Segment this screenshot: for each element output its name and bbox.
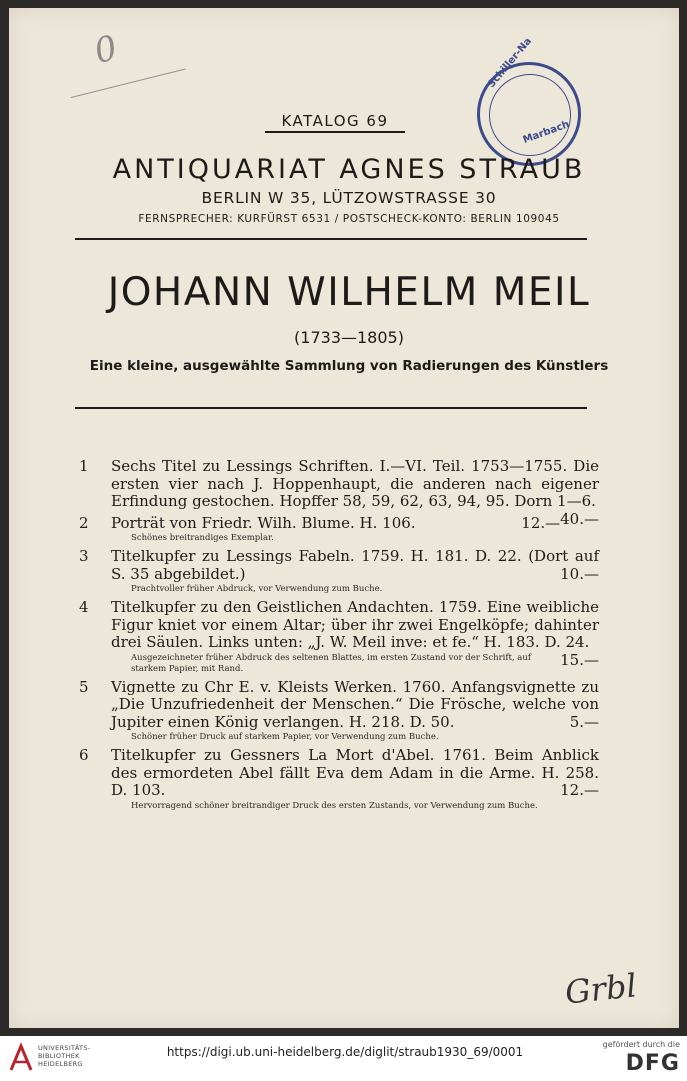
item-description: Titelkupfer zu den Geistlichen Andachten. 1759. Eine weibliche Figur kniet vor einem Altar; über ihr zwei Engelköpfe; dahinter drei Säulen. Links unten: „J. W. Meil inve: et fe.“ H. 183. D. 24. 15.— [111, 598, 599, 669]
item-description: Titelkupfer zu Lessings Fabeln. 1759. H. 181. D. 22. (Dort auf S. 35 abgebildet.) 10.— [111, 547, 599, 583]
item-price: 5.— [569, 712, 599, 731]
firm-address: BERLIN W 35, LÜTZOWSTRASSE 30 [201, 189, 497, 207]
dfg-logo: DFG [625, 1051, 680, 1076]
item-number: 6 [79, 746, 89, 764]
catalog-number: KATALOG 69 [265, 112, 405, 133]
item-note: Prachtvoller früher Abdruck, vor Verwendung zum Buche. [131, 584, 383, 594]
pencil-annotation-mark: 0 [90, 27, 122, 73]
collection-subtitle: Eine kleine, ausgewählte Sammlung von Radierungen des Künstlers [89, 358, 609, 374]
catalog-items [79, 458, 599, 816]
item-price: 10.— [560, 564, 599, 583]
catalog-page [9, 8, 679, 1028]
item-number: 1 [79, 457, 89, 475]
catalog-item [79, 679, 599, 744]
item-note: Schönes breitrandiges Exemplar. [131, 533, 274, 543]
item-description: Sechs Titel zu Lessings Schriften. I.—VI. Teil. 1753—1755. Die ersten vier nach J. Hoppenhaupt, die anderen nach eigener Erfindung gestochen. Hopffer 58, 59, 62, 63, 94, 95. Dorn 1—6. 40.— [111, 457, 599, 528]
item-price: 12.— [560, 781, 599, 799]
item-note: Ausgezeichneter früher Abdruck des seltenen Blattes, im ersten Zustand vor der Schrift, auf starkem Papier, mit Rand. [131, 652, 531, 674]
stamp-text-bottom: Marbach [521, 119, 572, 146]
funded-by-label: gefördert durch die [602, 1040, 680, 1049]
pencil-annotation-line [71, 68, 186, 98]
university-logo-icon [8, 1042, 34, 1072]
viewer-footer [0, 1036, 687, 1081]
handwritten-signature: Grbl [563, 966, 639, 1012]
item-number: 3 [79, 547, 89, 565]
catalog-item [79, 747, 599, 812]
item-price: 12.— [521, 513, 561, 532]
item-note: Hervorragend schöner breitrandiger Druck des ersten Zustands, vor Verwendung zum Buche. [131, 800, 538, 811]
university-library-name: UNIVERSITÄTS- BIBLIOTHEK HEIDELBERG [38, 1044, 91, 1068]
permalink-url[interactable]: https://digi.ub.uni-heidelberg.de/diglit/straub1930_69/0001 [166, 1045, 524, 1059]
item-description: Porträt von Friedr. Wilh. Blume. H. 106. 12.— [111, 513, 561, 532]
catalog-item [79, 599, 599, 675]
item-number: 5 [79, 677, 89, 696]
item-description: Vignette zu Chr E. v. Kleists Werken. 1760. Anfangsvignette zu „Die Unzufriedenheit der Menschen.“ Die Frösche, welche von Jupiter einen König verlangen. H. 218. D. 50. 5.— [111, 677, 599, 731]
item-number: 4 [79, 598, 89, 616]
item-description: Titelkupfer zu Gessners La Mort d'Abel. 1761. Beim Anblick des ermordeten Abel fällt Eva dem Adam in die Arme. H. 258. D. 103. 12.— [111, 746, 599, 799]
artist-title: JOHANN WILHELM MEIL [107, 270, 591, 315]
library-stamp [477, 35, 581, 166]
item-number: 2 [79, 513, 89, 532]
item-price: 40.— [560, 509, 599, 528]
artist-dates: (1733—1805) [294, 328, 404, 347]
divider-top [75, 238, 587, 240]
catalog-item [79, 548, 599, 595]
divider-middle [75, 407, 587, 409]
item-price: 15.— [560, 650, 599, 669]
catalog-item [79, 515, 599, 545]
stamp-text-top: Schiller-Na [486, 35, 534, 91]
item-note: Schöner früher Druck auf starkem Papier, vor Verwendung zum Buche. [131, 732, 439, 742]
firm-name: ANTIQUARIAT AGNES STRAUB [112, 154, 586, 185]
firm-contact: FERNSPRECHER: KURFÜRST 6531 / POSTSCHECK-KONTO: BERLIN 109045 [138, 213, 560, 225]
